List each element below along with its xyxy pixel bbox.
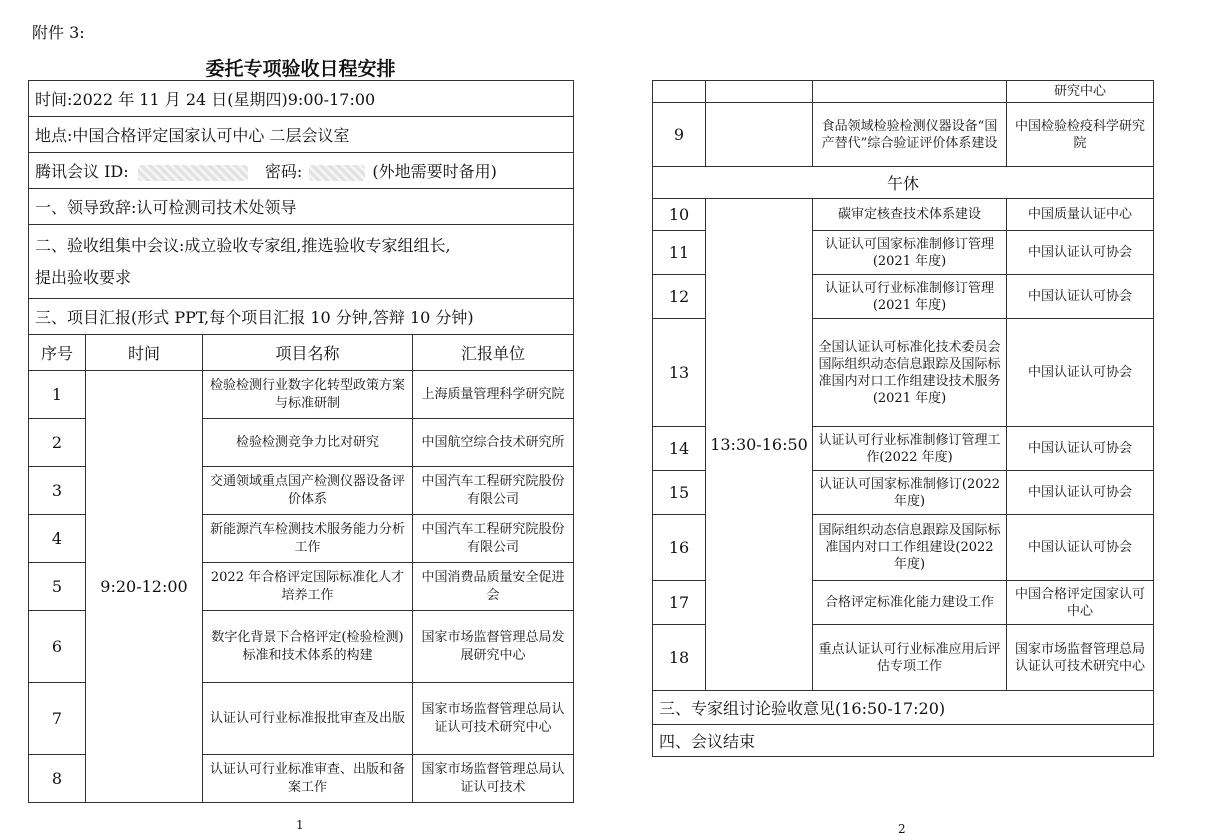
report-unit: 中国认证认可协会 — [1007, 231, 1154, 275]
project-name: 食品领域检验检测仪器设备“国产替代”综合验证评价体系建设 — [813, 103, 1007, 167]
afternoon-time-slot: 13:30-16:50 — [706, 199, 813, 691]
tencent-backup-note: (外地需要时备用) — [372, 162, 497, 181]
section-project-report: 三、项目汇报(形式 PPT,每个项目汇报 10 分钟,答辩 10 分钟) — [29, 299, 574, 335]
report-unit: 国家市场监督管理总局发展研究中心 — [413, 611, 574, 683]
project-name: 认证认可国家标准制修订管理(2021 年度) — [813, 231, 1007, 275]
attachment-label: 附件 3: — [32, 23, 85, 42]
header-no: 序号 — [29, 335, 86, 371]
report-unit: 中国汽车工程研究院股份有限公司 — [413, 467, 574, 515]
schedule-table-page2 — [652, 80, 1154, 757]
row-number: 17 — [653, 581, 706, 625]
page-number-2: 2 — [898, 822, 906, 836]
password-label: 密码: — [264, 162, 303, 181]
project-name: 重点认证认可行业标准应用后评估专项工作 — [813, 625, 1007, 691]
project-name: 认证认可行业标准报批审查及出版 — [203, 683, 413, 755]
report-unit: 中国航空综合技术研究所 — [413, 419, 574, 467]
project-name: 新能源汽车检测技术服务能力分析工作 — [203, 515, 413, 563]
report-unit: 中国认证认可协会 — [1007, 427, 1154, 471]
project-name: 全国认证认可标准化技术委员会国际组织动态信息跟踪及国际标准国内对口工作组建设技术服务(2021 年度) — [813, 319, 1007, 427]
meeting-time: 时间:2022 年 11 月 24 日(星期四)9:00-17:00 — [29, 81, 574, 117]
row-number: 9 — [653, 103, 706, 167]
header-project: 项目名称 — [203, 335, 413, 371]
row-number: 13 — [653, 319, 706, 427]
meeting-place: 地点:中国合格评定国家认可中心 二层会议室 — [29, 117, 574, 153]
report-unit-continued: 研究中心 — [1007, 81, 1154, 103]
project-name: 2022 年合格评定国际标准化人才培养工作 — [203, 563, 413, 611]
row-number: 14 — [653, 427, 706, 471]
project-name: 检验检测竞争力比对研究 — [203, 419, 413, 467]
header-time: 时间 — [86, 335, 203, 371]
schedule-table-page1 — [28, 80, 574, 803]
row-number: 5 — [29, 563, 86, 611]
row-number: 18 — [653, 625, 706, 691]
morning-time-slot: 9:20-12:00 — [86, 371, 203, 803]
report-unit: 中国质量认证中心 — [1007, 199, 1154, 231]
report-unit: 国家市场监督管理总局认证认可技术研究中心 — [1007, 625, 1154, 691]
project-name: 认证认可行业标准制修订管理(2021 年度) — [813, 275, 1007, 319]
document-title: 委托专项验收日程安排 — [205, 58, 396, 80]
report-unit: 中国认证认可协会 — [1007, 471, 1154, 515]
page-number-1: 1 — [296, 818, 304, 832]
project-name: 国际组织动态信息跟踪及国际标准国内对口工作组建设(2022 年度) — [813, 515, 1007, 581]
report-unit: 国家市场监督管理总局认证认可技术 — [413, 755, 574, 803]
row-number: 6 — [29, 611, 86, 683]
row-number: 7 — [29, 683, 86, 755]
project-name: 交通领域重点国产检测仪器设备评价体系 — [203, 467, 413, 515]
project-name: 检验检测行业数字化转型政策方案与标准研制 — [203, 371, 413, 419]
section-expert-discussion: 三、专家组讨论验收意见(16:50-17:20) — [653, 691, 1154, 725]
report-unit: 中国合格评定国家认可中心 — [1007, 581, 1154, 625]
report-unit: 中国汽车工程研究院股份有限公司 — [413, 515, 574, 563]
lunch-break: 午休 — [653, 167, 1154, 199]
header-unit: 汇报单位 — [413, 335, 574, 371]
report-unit: 上海质量管理科学研究院 — [413, 371, 574, 419]
row-number: 15 — [653, 471, 706, 515]
project-name: 认证认可国家标准制修订(2022 年度) — [813, 471, 1007, 515]
row-number: 11 — [653, 231, 706, 275]
report-unit: 中国检验检疫科学研究院 — [1007, 103, 1154, 167]
report-unit: 中国认证认可协会 — [1007, 275, 1154, 319]
project-name: 认证认可行业标准审查、出版和备案工作 — [203, 755, 413, 803]
section-group-meeting: 二、验收组集中会议:成立验收专家组,推选验收专家组组长, 提出验收要求 — [29, 225, 574, 299]
row-number: 16 — [653, 515, 706, 581]
report-unit: 中国认证认可协会 — [1007, 319, 1154, 427]
row-number: 10 — [653, 199, 706, 231]
project-name: 数字化背景下合格评定(检验检测)标准和技术体系的构建 — [203, 611, 413, 683]
project-name: 认证认可行业标准制修订管理工作(2022 年度) — [813, 427, 1007, 471]
row-number: 2 — [29, 419, 86, 467]
redacted-password — [309, 165, 365, 181]
row-number: 3 — [29, 467, 86, 515]
report-unit: 中国消费品质量安全促进会 — [413, 563, 574, 611]
tencent-id-label: 腾讯会议 ID: — [35, 162, 129, 181]
report-unit: 中国认证认可协会 — [1007, 515, 1154, 581]
report-unit: 国家市场监督管理总局认证认可技术研究中心 — [413, 683, 574, 755]
row-number: 8 — [29, 755, 86, 803]
redacted-meeting-id — [138, 165, 248, 181]
row-number: 4 — [29, 515, 86, 563]
row-number: 12 — [653, 275, 706, 319]
tencent-meeting-row — [29, 153, 574, 189]
project-name: 合格评定标准化能力建设工作 — [813, 581, 1007, 625]
section-meeting-end: 四、会议结束 — [653, 725, 1154, 757]
section-leader-speech: 一、领导致辞:认可检测司技术处领导 — [29, 189, 574, 225]
project-name: 碳审定核查技术体系建设 — [813, 199, 1007, 231]
row-number: 1 — [29, 371, 86, 419]
